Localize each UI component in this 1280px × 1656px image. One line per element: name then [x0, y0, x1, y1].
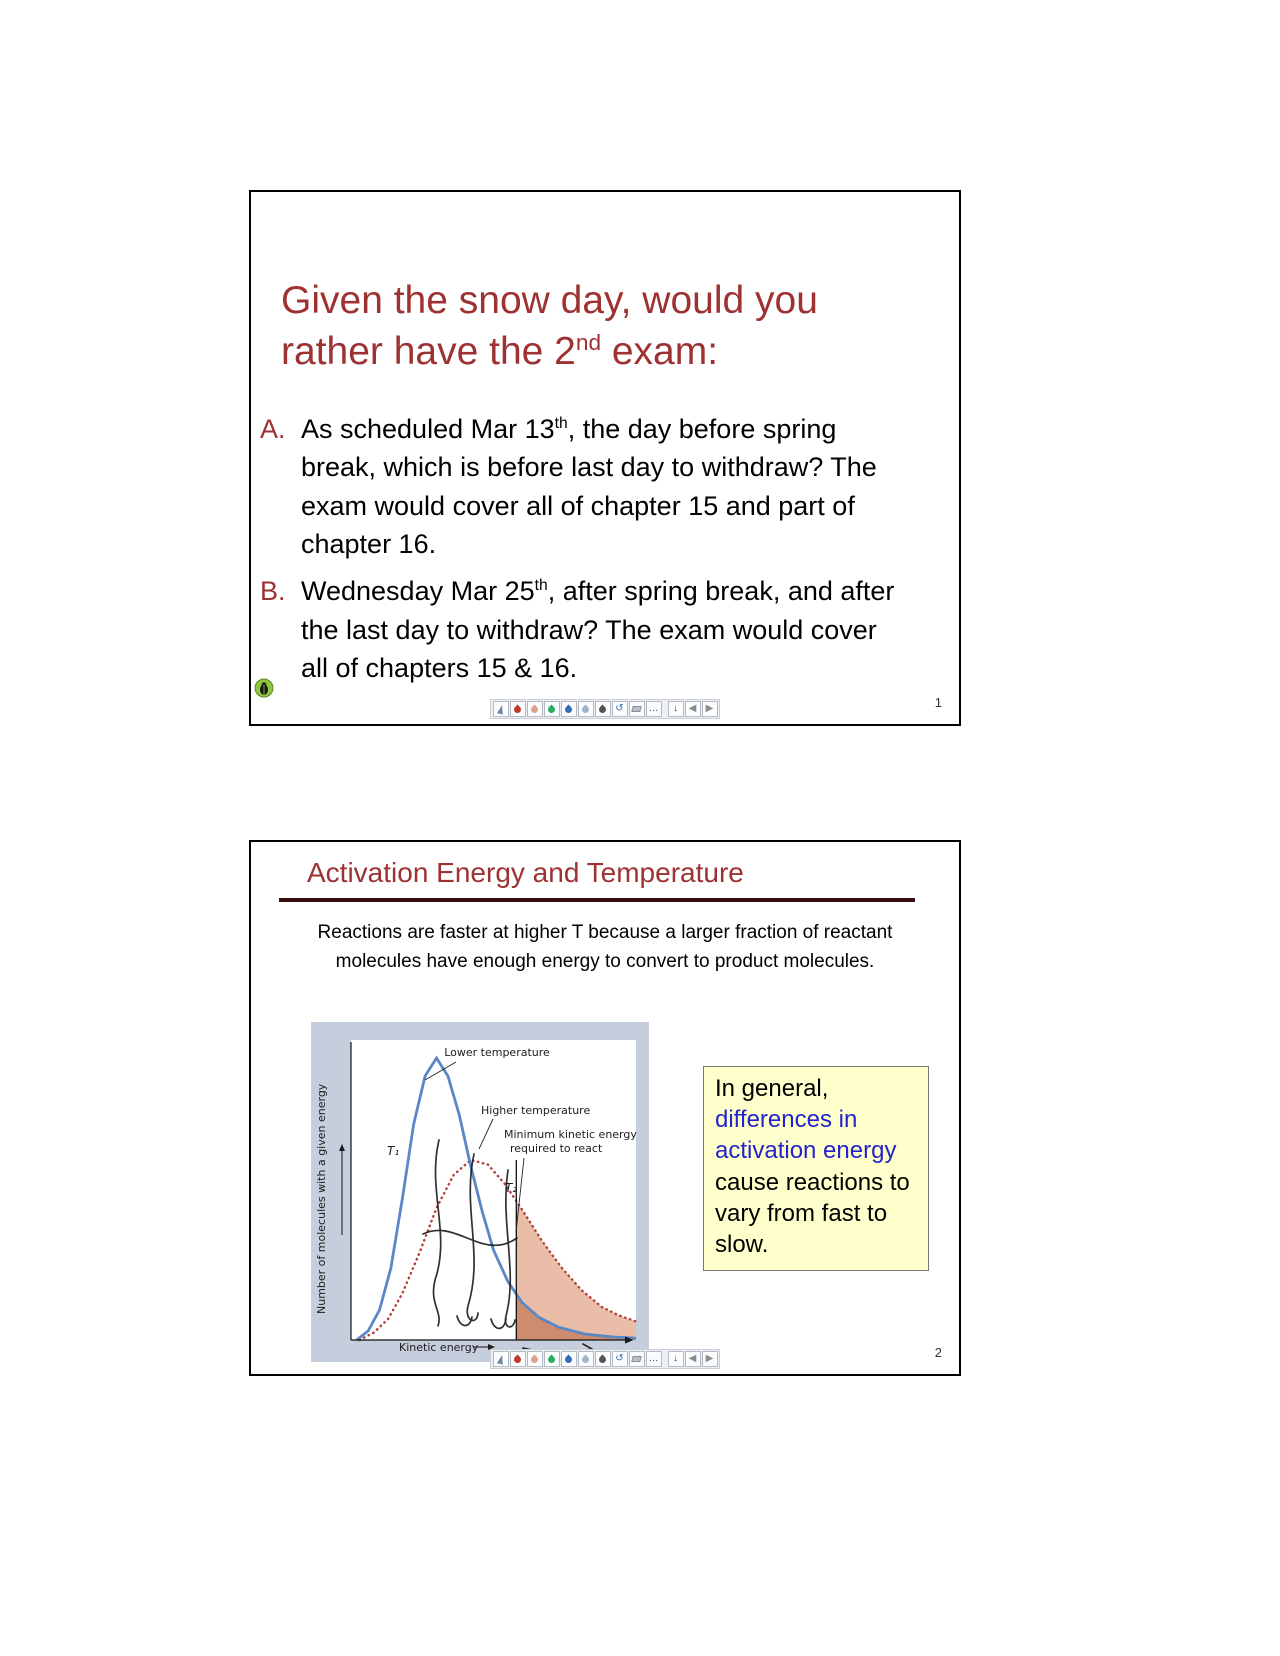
callout-box [703, 1066, 929, 1271]
superscript-nd: nd [575, 329, 602, 355]
ink-annotation-toolbar [490, 1349, 720, 1369]
ink-color-lightblue-icon[interactable] [578, 701, 594, 717]
ink-color-blue-icon[interactable] [561, 701, 577, 717]
title-underline [279, 898, 915, 902]
slide2-title: Activation Energy and Temperature [307, 857, 744, 888]
undo-icon[interactable]: ↺ [612, 1351, 628, 1367]
superscript-th: th [534, 577, 548, 595]
ink-color-red-icon[interactable] [510, 701, 526, 717]
minimum-energy-label-line2: required to react [510, 1142, 603, 1155]
slide-number: 1 [934, 695, 942, 710]
superscript-th: th [554, 415, 568, 432]
x-axis-label: Kinetic energy [399, 1341, 479, 1354]
minimize-toolbar-icon[interactable]: ↓ [668, 701, 684, 717]
eraser-icon[interactable] [629, 1351, 645, 1367]
ink-color-salmon-icon[interactable] [527, 701, 543, 717]
option-b-label: B. [260, 576, 286, 607]
ink-color-green-icon[interactable] [544, 701, 560, 717]
toolbar-separator [662, 1351, 667, 1367]
lower-temperature-label: Lower temperature [444, 1046, 550, 1059]
energy-distribution-chart [311, 1022, 649, 1362]
eraser-icon[interactable] [629, 701, 645, 717]
next-slide-icon[interactable]: ▶ [702, 1351, 718, 1367]
slide1-title-line2-end: exam: [601, 329, 719, 373]
toolbar-separator [662, 701, 667, 717]
option-a-text-pre: As scheduled Mar 13 [301, 414, 555, 444]
ink-color-black-icon[interactable] [595, 1351, 611, 1367]
subtitle-line2: molecules have enough energy to convert to product molecules. [335, 951, 875, 973]
minimum-energy-label-line1: Minimum kinetic energy [504, 1128, 637, 1141]
option-a-text [301, 414, 877, 559]
subtitle-line1: Reactions are faster at higher T because a larger fraction of reactant [317, 922, 893, 943]
more-options-icon[interactable]: … [646, 1351, 662, 1367]
option-a [251, 410, 904, 563]
slide-2 [249, 840, 961, 1376]
slide-1 [249, 190, 961, 726]
ink-color-green-icon[interactable] [544, 1351, 560, 1367]
ink-color-black-icon[interactable] [595, 701, 611, 717]
undo-icon[interactable]: ↺ [612, 701, 628, 717]
y-axis-label: Number of molecules with a given energy [315, 1083, 328, 1314]
ink-color-lightblue-icon[interactable] [578, 1351, 594, 1367]
plot-area [351, 1040, 636, 1340]
t1-label: T₁ [387, 1144, 400, 1158]
previous-slide-icon[interactable]: ◀ [685, 1351, 701, 1367]
higher-temperature-label: Higher temperature [481, 1104, 591, 1117]
ink-color-salmon-icon[interactable] [527, 1351, 543, 1367]
option-a-text-post: , the day before spring break, which is before last day to withdraw? The exam would cover all of chapter 15 and part of chapter 16. [301, 414, 877, 559]
slide1-title-line1: Given the snow day, would you [281, 279, 818, 322]
answer-options [251, 410, 904, 696]
more-options-icon[interactable]: … [646, 701, 662, 717]
turningpoint-bug-icon [254, 678, 274, 698]
callout-text-blue: differences in activation energy [715, 1106, 897, 1165]
ink-color-red-icon[interactable] [510, 1351, 526, 1367]
pen-tool-icon[interactable] [493, 1351, 509, 1367]
callout-text-2: cause reactions to vary from fast to slow. [715, 1168, 910, 1258]
slide-number: 2 [934, 1345, 942, 1360]
previous-slide-icon[interactable]: ◀ [685, 701, 701, 717]
option-b-text [301, 576, 894, 683]
option-b-text-pre: Wednesday Mar 25 [301, 576, 535, 607]
pen-tool-icon[interactable] [493, 701, 509, 717]
slide2-subtitle [251, 918, 959, 977]
option-a-label: A. [260, 414, 286, 444]
option-b-text-post: , after spring break, and after the last day to withdraw? The exam would cover all of chapters 15 & 16. [301, 576, 895, 683]
energy-distribution-figure [311, 1022, 649, 1362]
minimize-toolbar-icon[interactable]: ↓ [668, 1351, 684, 1367]
slide1-title [281, 276, 935, 377]
t2-label: T₂ [505, 1181, 518, 1195]
ink-annotation-toolbar [490, 699, 720, 719]
ink-color-blue-icon[interactable] [561, 1351, 577, 1367]
slide1-title-line2: rather have the 2 [281, 329, 576, 373]
next-slide-icon[interactable]: ▶ [702, 701, 718, 717]
option-b [251, 572, 904, 687]
callout-text-1: In general, [715, 1075, 829, 1102]
